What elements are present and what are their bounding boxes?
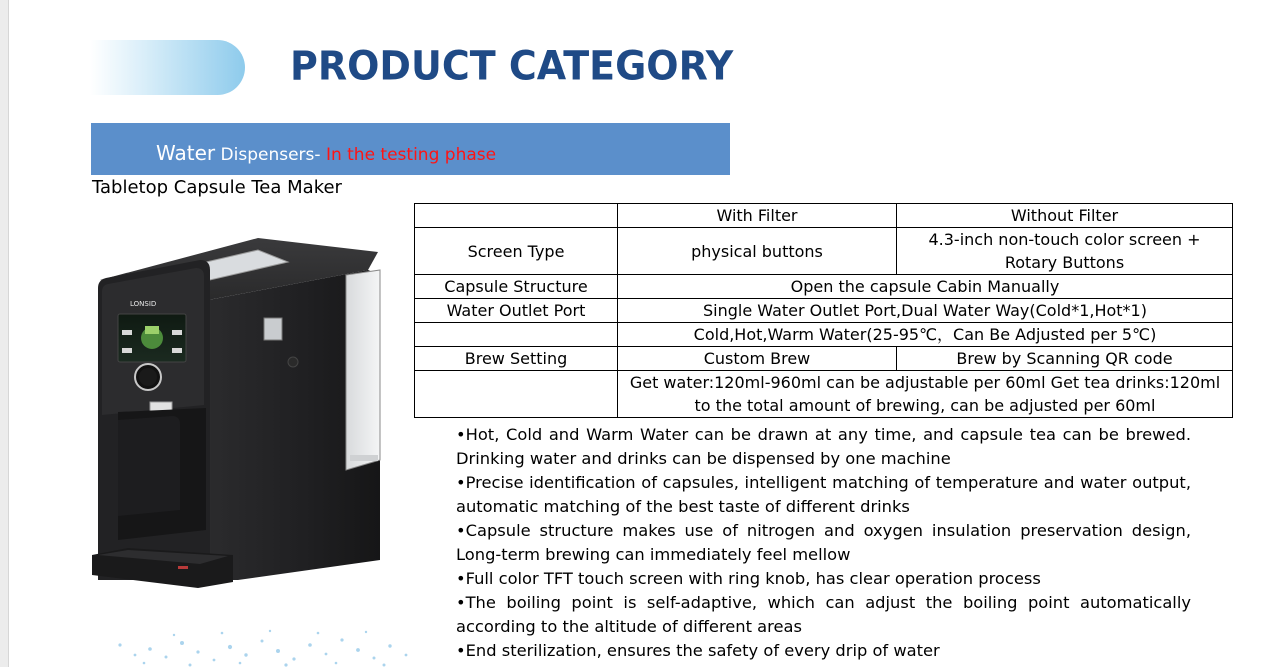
row-label-brew-setting: Brew Setting	[415, 347, 618, 371]
table-cell: Brew by Scanning QR code	[897, 347, 1233, 371]
cell-line: 4.3-inch non-touch color screen +	[928, 230, 1201, 249]
feature-list	[456, 423, 1191, 663]
category-banner	[91, 123, 730, 175]
feature-item: •The boiling point is self-adaptive, which can adjust the boiling point automatically according to the altitude of different areas	[456, 593, 1191, 636]
table-cell	[897, 228, 1233, 275]
decorative-dot-pattern	[100, 605, 430, 667]
cell-line: Get water:120ml-960ml can be adjustable per 60ml Get tea drinks:120ml	[629, 373, 1221, 392]
header-decoration-pill	[90, 40, 245, 95]
table-cell: physical buttons	[618, 228, 897, 275]
banner-word-dispensers: Dispensers-	[215, 145, 326, 165]
table-cell	[415, 204, 618, 228]
row-label-water-outlet-port: Water Outlet Port	[415, 299, 618, 323]
table-cell: Custom Brew	[618, 347, 897, 371]
feature-item: •Hot, Cold and Warm Water can be drawn at any time, and capsule tea can be brewed. Drinking water and drinks can be dispensed by one machine	[456, 425, 1191, 468]
table-row	[415, 323, 1233, 347]
table-row	[415, 275, 1233, 299]
tea-maker-product-image	[88, 230, 393, 595]
product-subtitle: Tabletop Capsule Tea Maker	[92, 177, 342, 198]
row-label-capsule-structure: Capsule Structure	[415, 275, 618, 299]
table-cell	[618, 371, 1233, 418]
table-cell	[415, 371, 618, 418]
table-row	[415, 347, 1233, 371]
window-left-edge	[0, 0, 9, 667]
row-label-screen-type: Screen Type	[415, 228, 618, 275]
feature-item: •Full color TFT touch screen with ring knob, has clear operation process	[456, 569, 1041, 588]
table-cell: Open the capsule Cabin Manually	[618, 275, 1233, 299]
table-row	[415, 371, 1233, 418]
spec-table	[414, 203, 1233, 418]
cell-line: to the total amount of brewing, can be adjusted per 60ml	[694, 396, 1156, 415]
table-row	[415, 299, 1233, 323]
table-cell	[415, 323, 618, 347]
page-title: PRODUCT CATEGORY	[290, 42, 734, 90]
table-row	[415, 204, 1233, 228]
column-header-without-filter: Without Filter	[897, 204, 1233, 228]
product-brand: LONSID	[130, 300, 157, 308]
table-cell: Cold,Hot,Warm Water(25-95℃，Can Be Adjusted per 5℃)	[618, 323, 1233, 347]
column-header-with-filter: With Filter	[618, 204, 897, 228]
feature-item: •End sterilization, ensures the safety of every drip of water	[456, 641, 940, 660]
feature-item: •Precise identification of capsules, intelligent matching of temperature and water output, automatic matching of the best taste of different drinks	[456, 473, 1191, 516]
banner-status: In the testing phase	[325, 145, 497, 165]
feature-item: •Capsule structure makes use of nitrogen and oxygen insulation preservation design, Long-term brewing can immediately feel mellow	[456, 521, 1191, 564]
banner-text	[156, 141, 496, 165]
cell-line: Rotary Buttons	[1004, 253, 1125, 272]
table-cell: Single Water Outlet Port,Dual Water Way(Cold*1,Hot*1)	[618, 299, 1233, 323]
banner-word-water: Water	[156, 141, 216, 165]
table-row	[415, 228, 1233, 275]
